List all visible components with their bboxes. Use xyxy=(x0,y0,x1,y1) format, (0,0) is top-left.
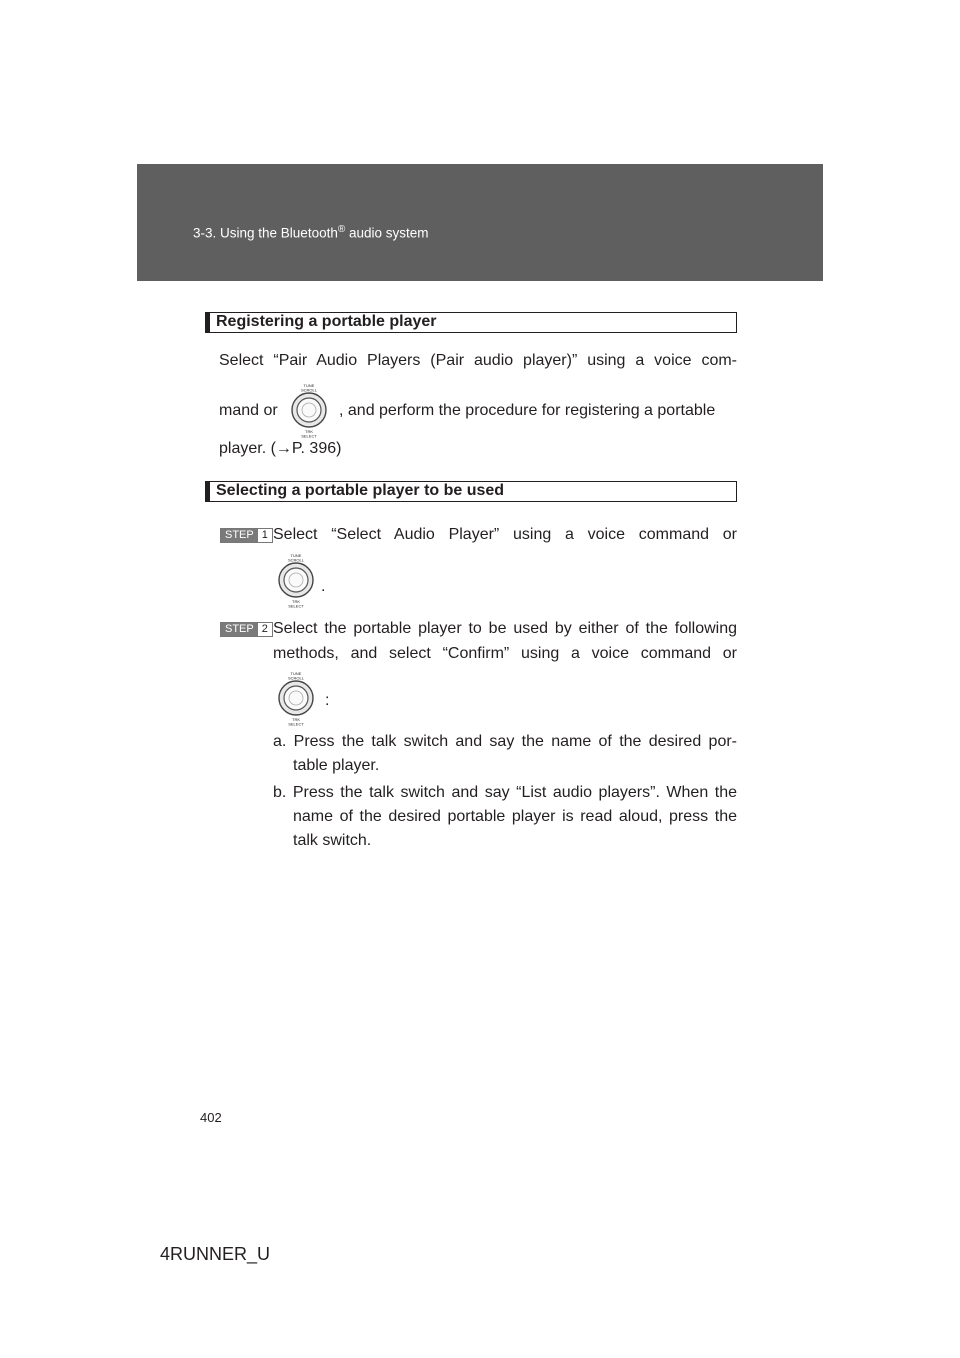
chapter-header-band xyxy=(137,164,823,281)
svg-text:TRK: TRK xyxy=(292,717,300,722)
step-2-text: Select the portable player to be used by either of the following xyxy=(273,620,737,637)
section-heading-selecting: Selecting a portable player to be used xyxy=(205,481,737,502)
svg-text:SCROLL: SCROLL xyxy=(287,557,305,563)
punctuation: : xyxy=(325,692,330,709)
svg-text:TRK: TRK xyxy=(305,429,313,434)
svg-text:SELECT: SELECT xyxy=(288,721,304,727)
tune-scroll-dial-icon xyxy=(272,550,320,610)
option-b-text: name of the desired portable player is read aloud, press the xyxy=(293,808,737,825)
svg-text:TUNE: TUNE xyxy=(290,671,302,676)
svg-text:TUNE: TUNE xyxy=(290,553,302,558)
paragraph-line: , and perform the procedure for registering a portable xyxy=(339,402,716,419)
paragraph-line: mand or xyxy=(219,402,278,419)
svg-text:TRK: TRK xyxy=(292,599,300,604)
punctuation: . xyxy=(321,578,326,595)
step-2-text: methods, and select “Confirm” using a voice command or xyxy=(273,645,737,662)
footer-code: 4RUNNER_U xyxy=(160,1244,271,1264)
tune-scroll-dial-icon xyxy=(272,668,320,728)
page-reference[interactable]: P. 396) xyxy=(291,440,342,457)
svg-text:SELECT: SELECT xyxy=(301,433,317,439)
step-1-text: Select “Select Audio Player” using a voice command or xyxy=(273,526,737,543)
option-b-text: b. Press the talk switch and say “List audio players”. When the xyxy=(273,784,737,801)
tune-scroll-dial-icon xyxy=(285,380,333,440)
svg-text:SCROLL: SCROLL xyxy=(300,387,318,393)
section-breadcrumb: 3-3. Using the Bluetooth® audio system xyxy=(193,224,429,241)
paragraph-line: player. (→P. 396) xyxy=(219,440,342,457)
svg-text:SCROLL: SCROLL xyxy=(287,675,305,681)
page-number: 402 xyxy=(200,1110,222,1125)
step-2-badge: STEP 2 xyxy=(220,622,273,637)
paragraph-line: Select “Pair Audio Players (Pair audio player)” using a voice com- xyxy=(219,352,737,369)
option-a-text: a. Press the talk switch and say the name of the desired por- xyxy=(273,733,737,750)
section-heading-registering: Registering a portable player xyxy=(205,312,737,333)
option-a-text: table player. xyxy=(293,757,380,774)
svg-text:SELECT: SELECT xyxy=(288,603,304,609)
svg-text:TUNE: TUNE xyxy=(303,383,315,388)
step-1-badge: STEP 1 xyxy=(220,528,273,543)
arrow-right-icon: → xyxy=(275,440,292,457)
option-b-text: talk switch. xyxy=(293,832,372,849)
